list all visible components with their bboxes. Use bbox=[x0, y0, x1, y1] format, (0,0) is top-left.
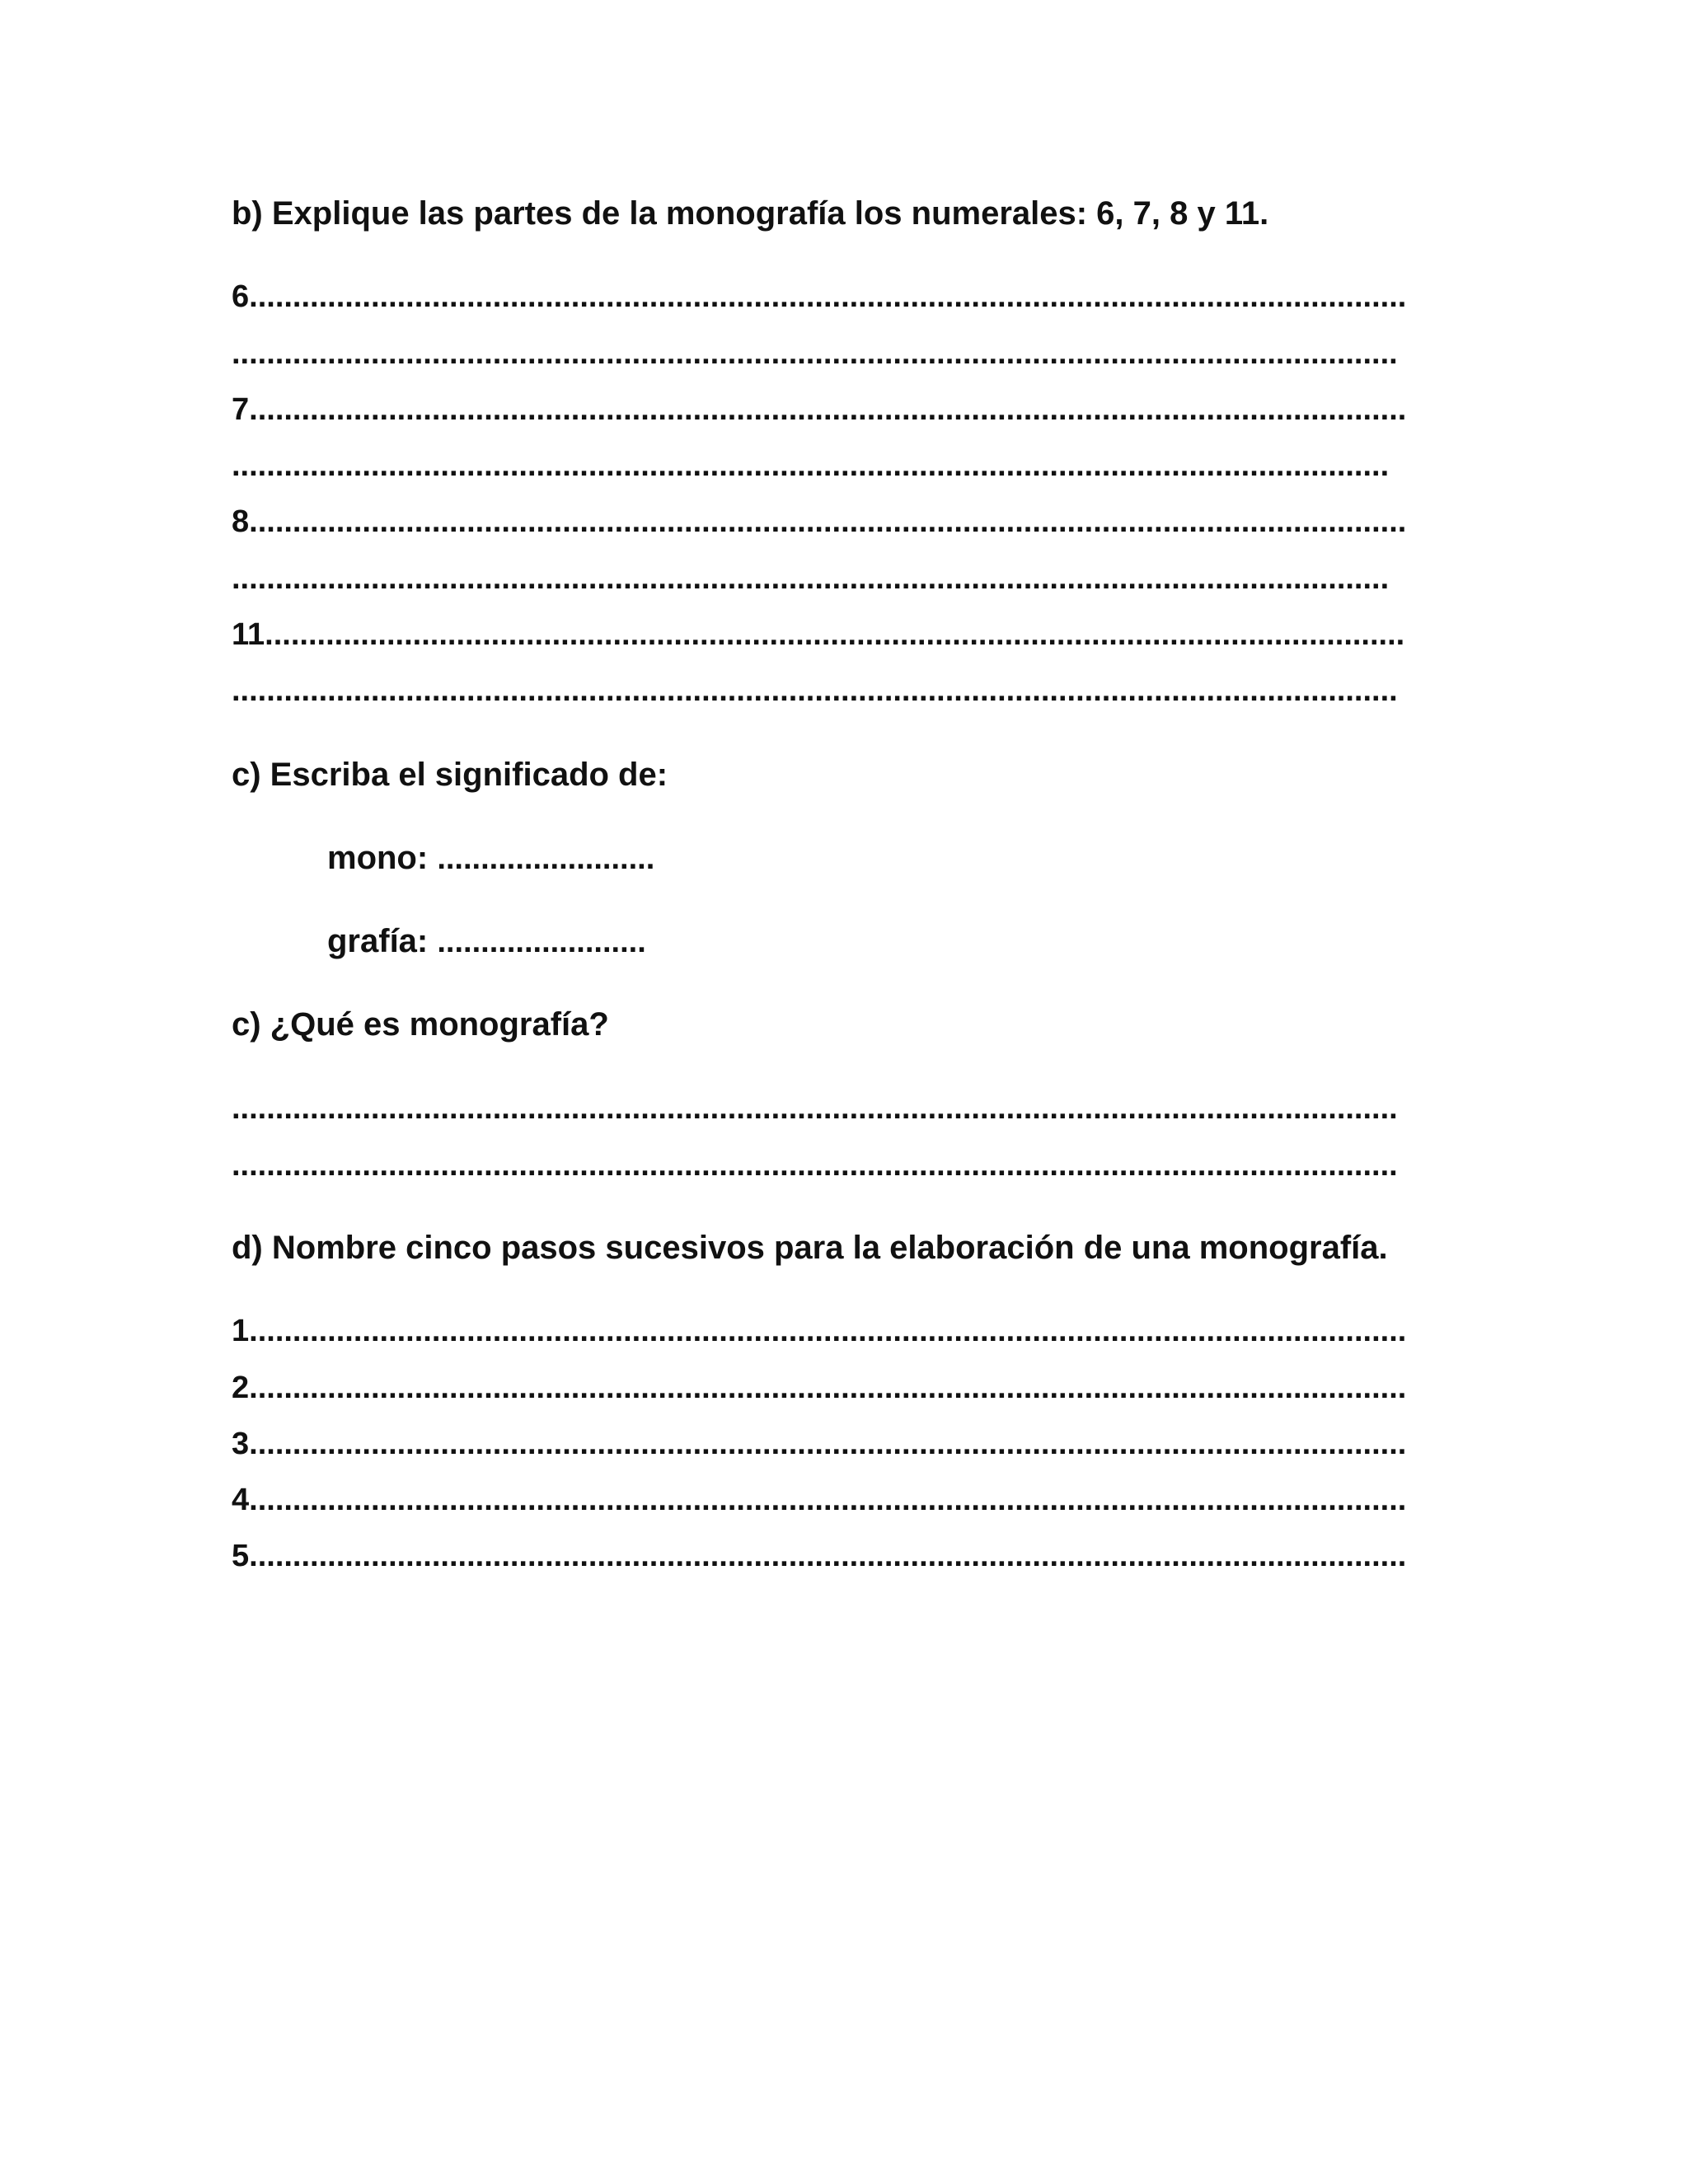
step-line-4[interactable] bbox=[232, 1479, 1465, 1521]
item-label-6: 6. bbox=[232, 279, 258, 314]
answer-dots: ...................................................................................................................................... bbox=[232, 336, 1398, 371]
step-line-1[interactable] bbox=[232, 1310, 1465, 1352]
answer-dots: .................................................................................................................................... bbox=[257, 1427, 1407, 1461]
answer-line-8-continued[interactable] bbox=[232, 558, 1456, 599]
answer-dots: ...................................................................................................................................... bbox=[232, 673, 1398, 708]
answer-line-7[interactable] bbox=[232, 389, 1465, 430]
step-label-3: 3. bbox=[232, 1427, 258, 1461]
item-label-8: 8. bbox=[232, 504, 258, 539]
answer-dots: ...................................................................................................................................... bbox=[232, 1091, 1398, 1126]
question-c-definition-prompt: c) ¿Qué es monografía? bbox=[232, 1006, 609, 1043]
definition-answer-line-2[interactable] bbox=[232, 1145, 1465, 1186]
item-label-11: 11. bbox=[232, 617, 274, 652]
question-b-prompt: b) Explique las partes de la monografía los numerales: 6, 7, 8 y 11. bbox=[232, 195, 1269, 232]
answer-dots: .................................................................................................................................... bbox=[257, 1483, 1407, 1517]
step-line-3[interactable] bbox=[232, 1423, 1465, 1465]
item-label-7: 7 bbox=[232, 392, 250, 427]
term-blank-mono: ......................... bbox=[437, 841, 655, 876]
answer-dots: .................................................................................................................................... bbox=[257, 1371, 1407, 1405]
term-label-mono: mono: bbox=[327, 840, 429, 876]
definition-answer-line-1[interactable] bbox=[232, 1088, 1465, 1129]
answer-line-6[interactable] bbox=[232, 276, 1465, 317]
answer-dots: .................................................................................................................................... bbox=[257, 504, 1407, 539]
answer-dots: .................................................................................................................................... bbox=[257, 1539, 1407, 1573]
term-label-grafia: grafía: bbox=[327, 923, 429, 959]
answer-dots: .................................................................................................................................. bbox=[273, 617, 1405, 652]
question-d-prompt: d) Nombre cinco pasos sucesivos para la elaboración de una monografía. bbox=[232, 1230, 1388, 1266]
answer-line-6-continued[interactable] bbox=[232, 333, 1465, 374]
answer-line-7-continued[interactable] bbox=[232, 445, 1456, 486]
step-line-2[interactable] bbox=[232, 1367, 1465, 1408]
answer-dots: ..................................................................................................................................... bbox=[232, 561, 1390, 596]
answer-dots: ...................................................................................................................................... bbox=[232, 1148, 1398, 1183]
question-c-meaning-prompt: c) Escriba el significado de: bbox=[232, 757, 668, 793]
step-label-4: 4. bbox=[232, 1483, 258, 1517]
term-blank-grafia: ........................ bbox=[437, 925, 646, 959]
step-label-1: 1. bbox=[232, 1314, 258, 1348]
step-label-2: 2. bbox=[232, 1371, 258, 1405]
answer-line-11[interactable] bbox=[232, 614, 1465, 655]
answer-line-8[interactable] bbox=[232, 501, 1465, 542]
step-label-5: 5. bbox=[232, 1539, 258, 1573]
answer-dots: .................................................................................................................................... bbox=[257, 279, 1407, 314]
answer-dots: .................................................................................................................................... bbox=[257, 1314, 1407, 1348]
answer-dots: ..................................................................................................................................... bbox=[249, 392, 1407, 427]
step-line-5[interactable] bbox=[232, 1535, 1465, 1577]
answer-dots: ..................................................................................................................................... bbox=[232, 448, 1390, 483]
term-mono-row[interactable] bbox=[327, 837, 654, 879]
answer-line-11-continued[interactable] bbox=[232, 670, 1465, 711]
term-grafia-row[interactable] bbox=[327, 921, 646, 963]
